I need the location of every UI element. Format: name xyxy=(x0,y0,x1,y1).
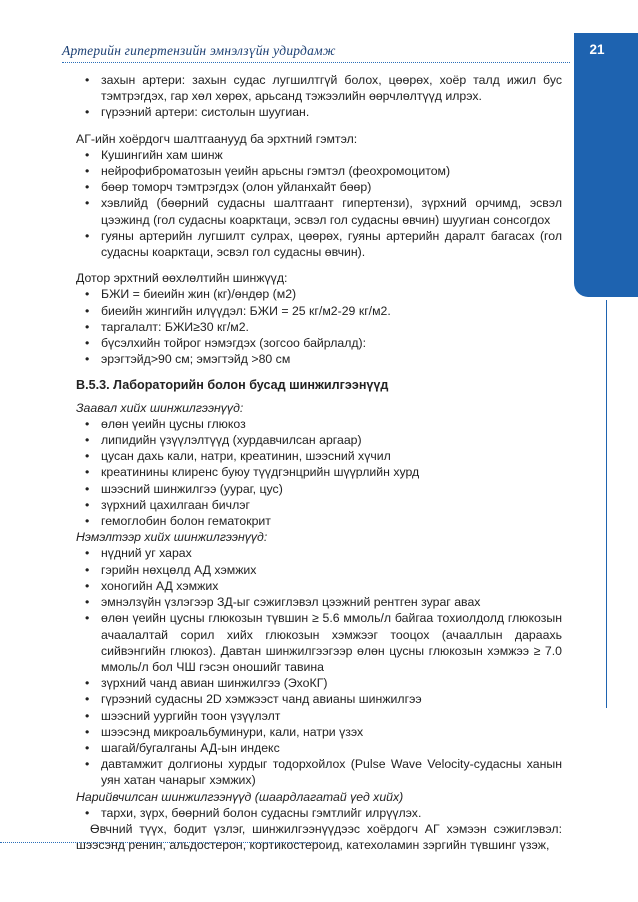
list-item: • бөөр томорч тэмтрэгдэх (олон уйланхайт бөөр) xyxy=(82,179,562,195)
list-item: • нейрофиброматозын үеийн арьсны гэмтэл (феохромоцитом) xyxy=(82,163,562,179)
secondary-causes-intro: АГ-ийн хоёрдогч шалтгаанууд ба эрхтний гэмтэл: xyxy=(76,131,358,146)
mandatory-tests-title: Заавал хийх шинжилгээнүүд: xyxy=(76,400,244,415)
list-item: • зүрхний чанд авиан шинжилгээ (ЭхоКГ) xyxy=(82,675,562,691)
list-item: • нүдний уг харах xyxy=(82,545,562,561)
list-item: • гүрээний артери: систолын шуугиан. xyxy=(82,104,562,120)
list-item: • гэрийн нөхцөлд АД хэмжих xyxy=(82,562,562,578)
list-item: • тархи, зүрх, бөөрний болон судасны гэмтлийг илрүүлэх. xyxy=(82,805,562,821)
section-heading: В.5.3. Лабораторийн болон бусад шинжилгээнүүд xyxy=(76,378,389,393)
list-item: • Кушингийн хам шинж xyxy=(82,147,562,163)
list-item: • давтамжит долгионы хурдыг тодорхойлох (Pulse Wave Velocity-судасны ханын уян хатан чанарыг хэмжих) xyxy=(82,756,562,788)
additional-tests-list xyxy=(76,545,562,788)
list-item: • хоногийн АД хэмжих xyxy=(82,578,562,594)
running-header-title: Артерийн гипертензийн эмнэлзүйн удирдамж xyxy=(62,43,336,58)
list-item: • өлөн үеийн цусны глюкозын түвшин ≥ 5.6 ммоль/л байгаа тохиолдолд глюкозын ачаалалтай сорил хийх глюкозын хэмжээг тооцох (ачааллын дараахь сийвэнгийн глюкоз). Давтан шинжилгээгээр өлөн цусны глюкозын хэмжээ ≥ 7.0 ммоль/л бол ЧШ гэсэн оношийг тавина xyxy=(82,610,562,675)
list-item: • таргалалт: БЖИ≥30 кг/м2. xyxy=(82,319,562,335)
page-number-tab xyxy=(574,33,638,297)
internal-obesity-intro: Дотор эрхтний өөхлөлтийн шинжүүд: xyxy=(76,271,288,286)
list-item: • цусан дахь кали, натри, креатинин, шээсний хүчил xyxy=(82,448,562,464)
mandatory-tests-list xyxy=(76,416,562,529)
list-item: • эрэгтэйд>90 см; эмэгтэйд >80 см xyxy=(82,351,562,367)
list-item: • шээсний уургийн тоон үзүүлэлт xyxy=(82,708,562,724)
list-item: • гуяны артерийн лугшилт сулрах, цөөрөх, гуяны артерийн даралт багасах (гол судасны коарктаци, эсвэл гол судасны өвчин). xyxy=(82,228,562,260)
top-bullet-list xyxy=(76,72,562,121)
specialized-tests-title: Нарийвчилсан шинжилгээнүүд (шаардлагатай үед хийх) xyxy=(76,789,404,804)
list-item: • зүрхний цахилгаан бичлэг xyxy=(82,497,562,513)
list-item: • захын артери: захын судас лугшилтгүй болох, цөөрөх, хоёр талд ижил бус тэмтрэгдэх, гар хөл хөрөх, арьсанд тэжээлийн өөрчлөлтүүд илрэх. xyxy=(82,72,562,104)
list-item: • гемоглобин болон гематокрит xyxy=(82,513,562,529)
list-item: • биеийн жингийн илүүдэл: БЖИ = 25 кг/м2-29 кг/м2. xyxy=(82,303,562,319)
list-item: • бүсэлхийн тойрог нэмэгдэх (зогсоо байрлалд): xyxy=(82,335,562,351)
side-rule xyxy=(606,300,607,708)
page-number: 21 xyxy=(589,42,605,57)
footer-divider xyxy=(0,842,322,843)
list-item: • шээсэнд микроальбуминури, кали, натри үзэх xyxy=(82,724,562,740)
list-item: • шагай/бугалганы АД-ын индекс xyxy=(82,740,562,756)
list-item: • эмнэлзүйн үзлэгээр ЗД-ыг сэжиглэвэл цээжний рентген зураг авах xyxy=(82,594,562,610)
list-item: • гүрээний судасны 2D хэмжээст чанд авианы шинжилгээ xyxy=(82,691,562,707)
list-item: • липидийн үзүүлэлтүүд (хурдавчилсан аргаар) xyxy=(82,432,562,448)
list-item: • БЖИ = биеийн жин (кг)/өндөр (м2) xyxy=(82,286,562,302)
list-item: • өлөн үеийн цусны глюкоз xyxy=(82,416,562,432)
internal-obesity-list xyxy=(76,286,562,367)
specialized-tests-list xyxy=(76,805,562,821)
page-body xyxy=(76,72,562,853)
list-item: • креатинины клиренс буюу түүдгэнцрийн шүүрлийн хурд xyxy=(82,464,562,480)
additional-tests-title: Нэмэлтээр хийх шинжилгээнүүд: xyxy=(76,530,268,545)
secondary-causes-list xyxy=(76,147,562,260)
list-item: • хэвлийд (бөөрний судасны шалтгаант гипертензи), зүрхний орчимд, эсвэл цээжинд (гол судасны коарктаци, эсвэл гол судасны өвчин) шуугиан сонсогдох xyxy=(82,195,562,227)
header-divider xyxy=(62,62,570,63)
list-item: • шээсний шинжилгээ (уураг, цус) xyxy=(82,481,562,497)
closing-paragraph: Өвчний түүх, бодит үзлэг, шинжилгээнүүдээс хоёрдогч АГ хэмээн сэжиглэвэл: шээсэнд ренин, альдостерон, кортикостероид, катехоламин зэргийн түвшинг үзэж, xyxy=(76,821,562,853)
